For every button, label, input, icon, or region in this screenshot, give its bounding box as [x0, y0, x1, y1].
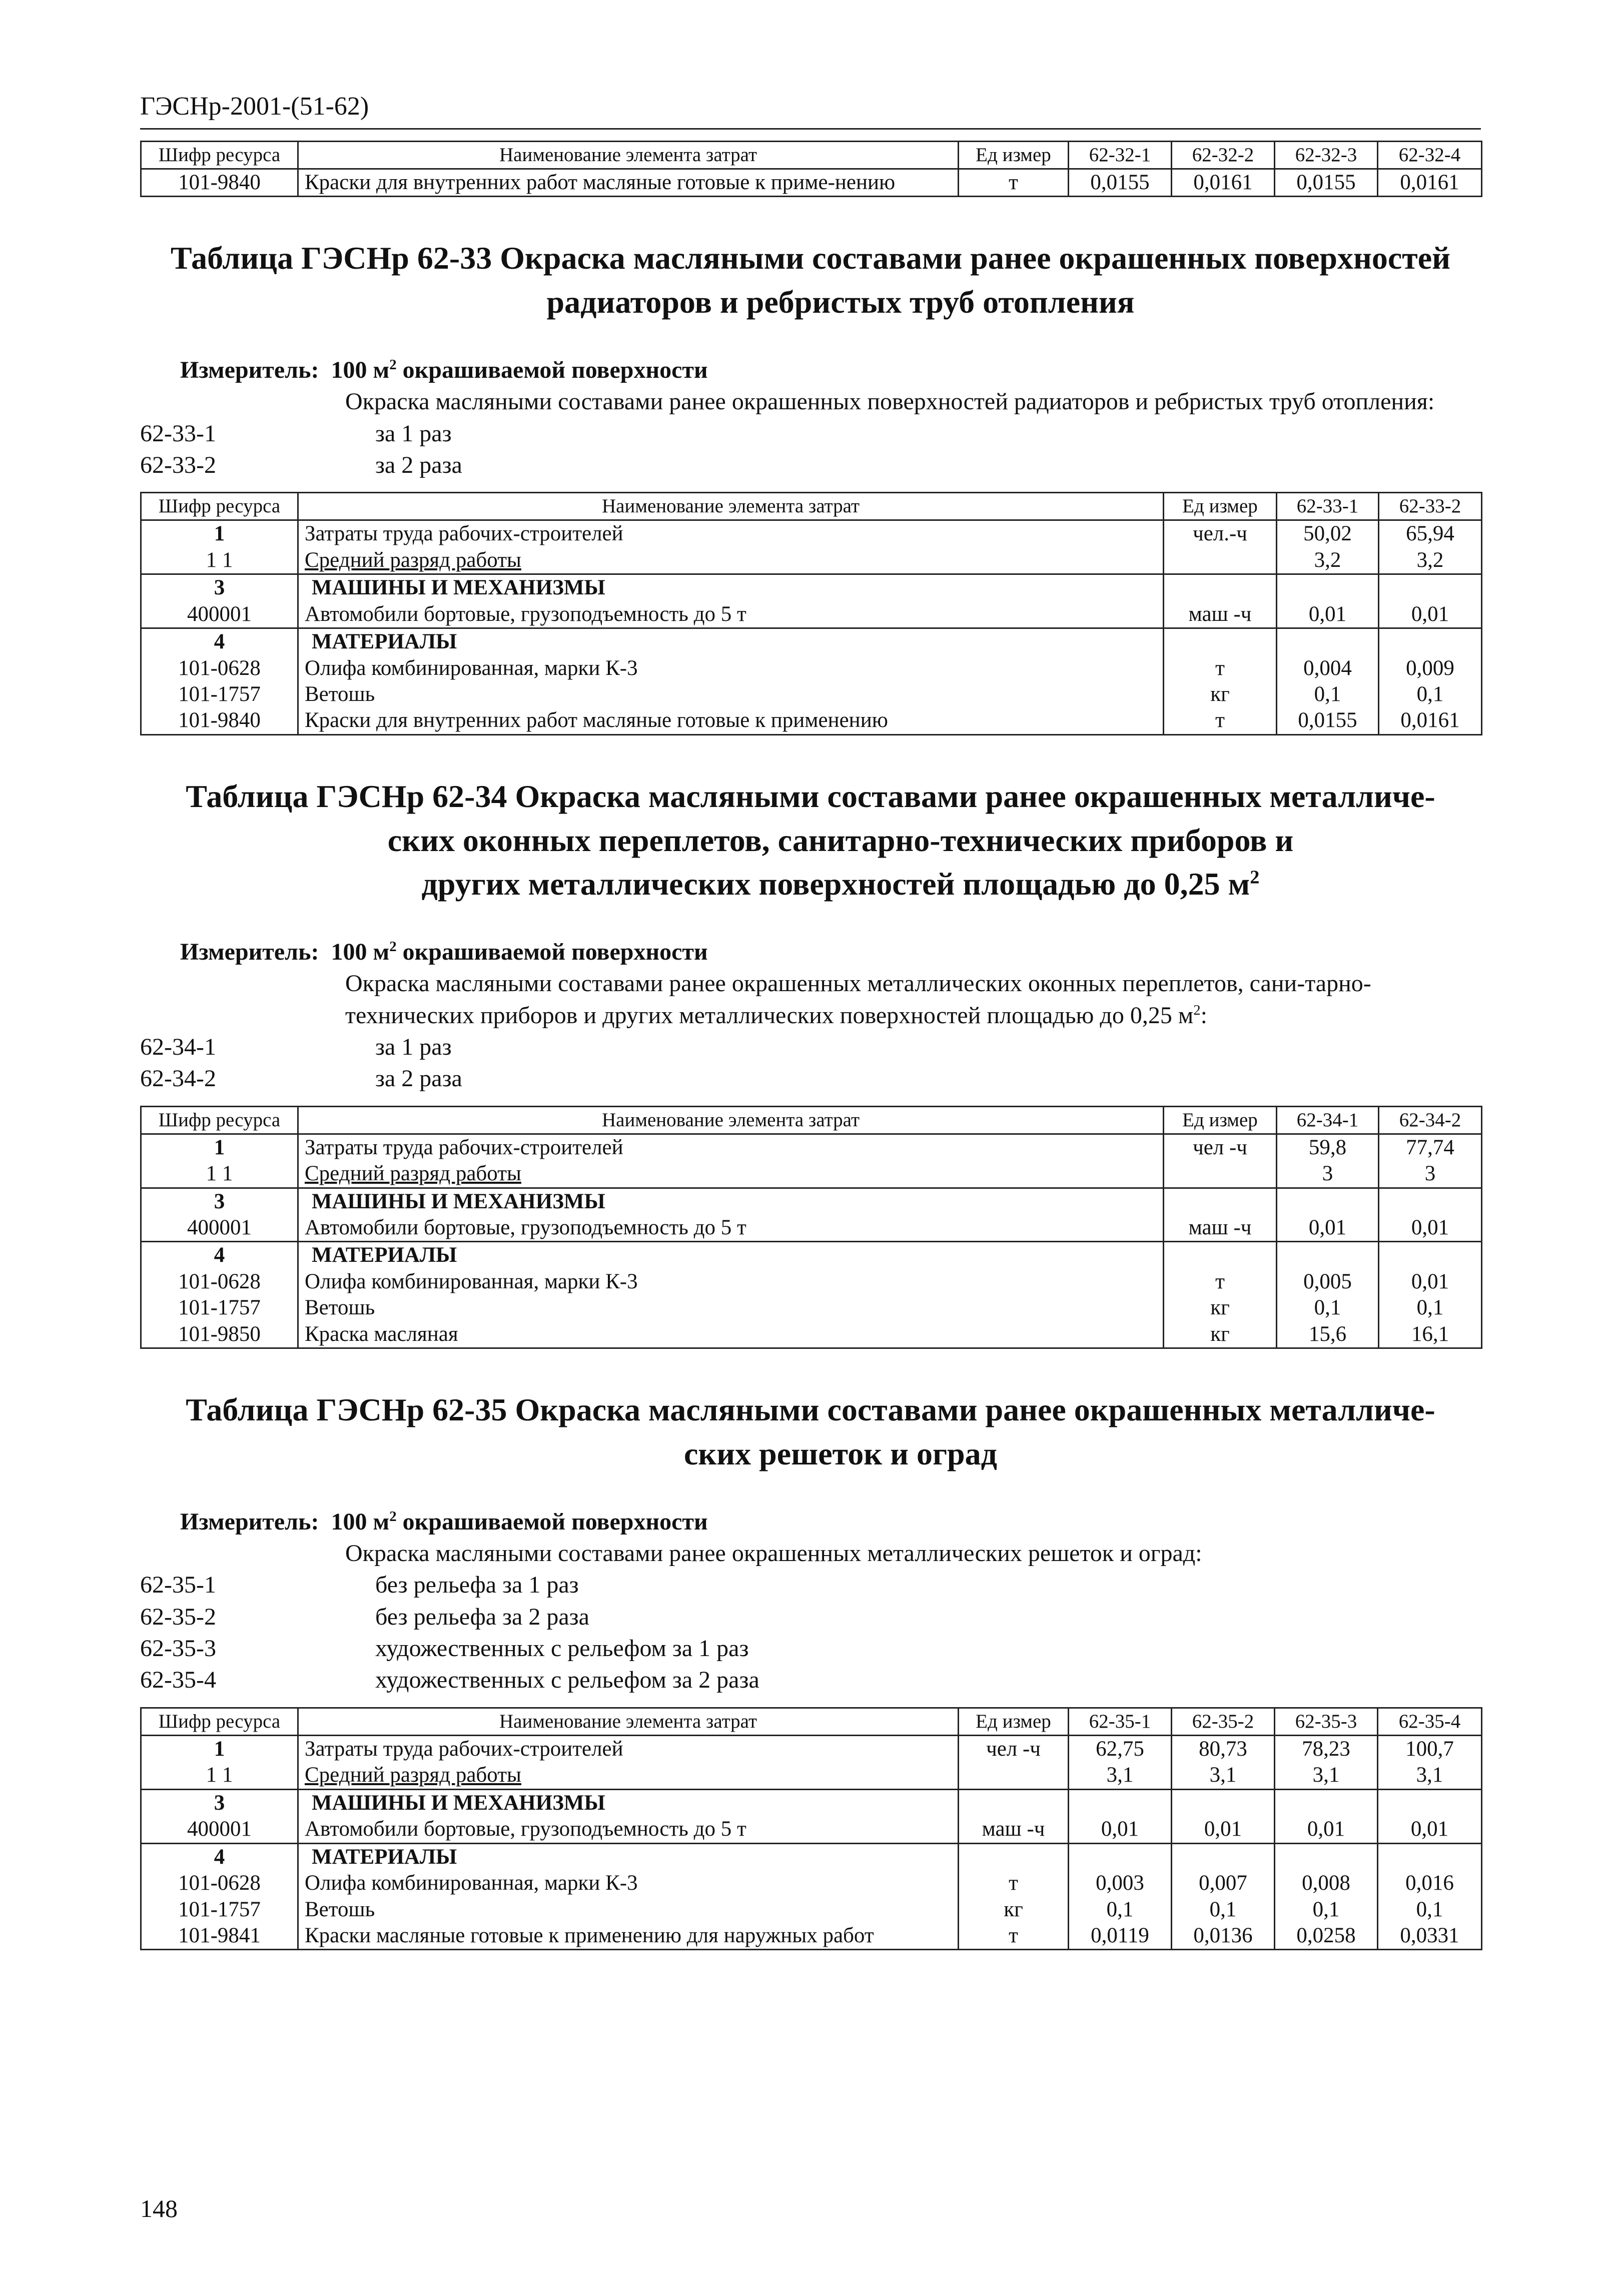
resource-value: [1277, 574, 1379, 601]
resource-name: Средний разряд работы: [298, 1161, 1164, 1188]
group-code: 3: [141, 1188, 298, 1215]
meter-value: 100 м: [331, 1508, 390, 1535]
subitem-code: 62-33-2: [140, 451, 216, 478]
table-header-row: [141, 1106, 1482, 1134]
resource-value: 15,6: [1277, 1321, 1379, 1348]
table-title-62-33: [140, 236, 1481, 324]
subitem-text: без рельефа за 2 раза: [375, 1603, 589, 1630]
table-row: [141, 601, 1482, 628]
resource-value: 0,007: [1172, 1870, 1275, 1896]
resource-code: 1: [141, 1134, 298, 1161]
resource-value: 0,01: [1277, 601, 1379, 628]
resource-unit: [959, 1762, 1069, 1789]
resource-value: 0,0155: [1275, 169, 1378, 197]
table-description: Окраска масляными составами ранее окрашенных металлических решеток и оград:: [345, 1540, 1202, 1567]
group-name: МАТЕРИАЛЫ: [298, 1242, 1164, 1269]
group-code: 4: [141, 1843, 298, 1870]
resource-name: Краски масляные готовые к применению для наружных работ: [298, 1923, 959, 1950]
resource-code: 1: [141, 1735, 298, 1762]
subitem-code: 62-35-1: [140, 1572, 216, 1599]
meter-line: [180, 1506, 1481, 1538]
resource-unit: [1164, 1188, 1277, 1215]
col-header-code: Шифр ресурса: [141, 493, 298, 520]
subitem-code: 62-34-1: [140, 1033, 216, 1060]
resource-value: [1378, 1789, 1482, 1816]
resource-value: 0,0258: [1275, 1923, 1378, 1950]
col-header-value: 62-32-2: [1172, 142, 1275, 169]
subitem: [140, 418, 1481, 449]
description-end: :: [1200, 1002, 1207, 1029]
resource-unit: кг: [959, 1897, 1069, 1923]
resource-name: Ветошь: [298, 1897, 959, 1923]
meter-line: [180, 354, 1481, 386]
group-name: МАШИНЫ И МЕХАНИЗМЫ: [298, 574, 1164, 601]
subitem-text: за 1 раз: [375, 420, 452, 447]
resource-value: 0,01: [1172, 1816, 1275, 1843]
resource-unit: кг: [1164, 681, 1277, 707]
table-header-row: [141, 493, 1482, 520]
subitem-code: 62-35-4: [140, 1667, 216, 1694]
col-header-unit: Ед измер: [959, 1708, 1069, 1735]
table-description: [345, 968, 1481, 1031]
resource-value: 78,23: [1275, 1735, 1378, 1762]
table-row: [141, 1295, 1482, 1321]
table-row: [141, 1735, 1482, 1762]
subitem: [140, 449, 1481, 481]
resource-name: Краски для внутренних работ масляные готовые к приме-нению: [298, 169, 959, 197]
table-62-34: [140, 1106, 1482, 1349]
meter-sup: 2: [389, 938, 397, 955]
subitem-code: 62-33-1: [140, 420, 216, 447]
resource-value: 0,0119: [1069, 1923, 1172, 1950]
resource-value: 65,94: [1379, 520, 1482, 547]
resource-code: 400001: [141, 1215, 298, 1242]
document-page: [140, 85, 1481, 1950]
resource-value: 0,01: [1378, 1816, 1482, 1843]
resource-value: 0,1: [1277, 681, 1379, 707]
resource-value: 0,004: [1277, 655, 1379, 681]
resource-value: 0,1: [1379, 1295, 1482, 1321]
resource-unit: [959, 1789, 1069, 1816]
resource-name: Олифа комбинированная, марки К-3: [298, 655, 1164, 681]
col-header-value: 62-32-1: [1069, 142, 1172, 169]
subitem: [140, 1063, 1481, 1094]
resource-name: Затраты труда рабочих-строителей: [298, 520, 1164, 547]
resource-value: [1277, 1242, 1379, 1269]
resource-value: 3: [1379, 1161, 1482, 1188]
col-header-code: Шифр ресурса: [141, 1708, 298, 1735]
table-row: [141, 1134, 1482, 1161]
col-header-value: 62-32-3: [1275, 142, 1378, 169]
title-line: Таблица ГЭСНр 62-34 Окраска масляными составами ранее окрашенных металличе-: [186, 778, 1435, 814]
resource-name: Ветошь: [298, 681, 1164, 707]
group-code: 3: [141, 574, 298, 601]
resource-value: 3,2: [1379, 547, 1482, 574]
meter-value-suffix: окрашиваемой поверхности: [396, 938, 708, 965]
group-code: 4: [141, 628, 298, 655]
resource-name: Затраты труда рабочих-строителей: [298, 1134, 1164, 1161]
resource-unit: т: [959, 1923, 1069, 1950]
resource-value: 0,0155: [1277, 707, 1379, 734]
meter-value: 100 м: [331, 356, 390, 383]
table-row: [141, 1789, 1482, 1816]
col-header-value: 62-33-1: [1277, 493, 1379, 520]
col-header-code: Шифр ресурса: [141, 1106, 298, 1134]
col-header-code: Шифр ресурса: [141, 142, 298, 169]
table-row: [141, 547, 1482, 574]
resource-unit: [1164, 628, 1277, 655]
resource-code: 1 1: [141, 1161, 298, 1188]
table-header-row: [141, 1708, 1482, 1735]
resource-name: Автомобили бортовые, грузоподъемность до 5 т: [298, 1816, 959, 1843]
title-line: ских оконных переплетов, санитарно-технических приборов и: [387, 822, 1294, 858]
resource-value: 3,1: [1172, 1762, 1275, 1789]
resource-code: 101-1757: [141, 1295, 298, 1321]
table-row: [141, 1762, 1482, 1789]
col-header-value: 62-35-2: [1172, 1708, 1275, 1735]
subitem-text: за 2 раза: [375, 1065, 462, 1092]
group-code: 4: [141, 1242, 298, 1269]
resource-value: 3: [1277, 1161, 1379, 1188]
table-row: [141, 1188, 1482, 1215]
resource-value: [1172, 1843, 1275, 1870]
col-header-unit: Ед измер: [1164, 1106, 1277, 1134]
col-header-value: 62-32-4: [1378, 142, 1482, 169]
resource-value: 77,74: [1379, 1134, 1482, 1161]
subitem-text: без рельефа за 1 раз: [375, 1572, 579, 1599]
table-62-33: [140, 492, 1482, 735]
resource-code: 101-9850: [141, 1321, 298, 1348]
title-sup: 2: [1250, 867, 1260, 888]
meter-label: Измеритель:: [180, 938, 319, 965]
resource-code: 101-9840: [141, 707, 298, 734]
resource-value: 3,2: [1277, 547, 1379, 574]
resource-code: 101-1757: [141, 1897, 298, 1923]
resource-value: 0,01: [1379, 601, 1482, 628]
resource-value: [1172, 1789, 1275, 1816]
resource-value: 0,003: [1069, 1870, 1172, 1896]
resource-value: [1379, 1188, 1482, 1215]
resource-unit: [1164, 574, 1277, 601]
col-header-value: 62-35-4: [1378, 1708, 1482, 1735]
resource-code: 101-0628: [141, 1269, 298, 1295]
description-sup: 2: [1193, 1002, 1201, 1018]
resource-code: 101-9841: [141, 1923, 298, 1950]
resource-value: 0,0136: [1172, 1923, 1275, 1950]
meter-value: 100 м: [331, 938, 390, 965]
group-name: МАШИНЫ И МЕХАНИЗМЫ: [298, 1789, 959, 1816]
title-line: ских решеток и оград: [684, 1435, 997, 1471]
resource-name: Краска масляная: [298, 1321, 1164, 1348]
col-header-value: 62-35-1: [1069, 1708, 1172, 1735]
resource-value: 0,0331: [1378, 1923, 1482, 1950]
resource-code: 101-0628: [141, 655, 298, 681]
col-header-value: 62-34-1: [1277, 1106, 1379, 1134]
resource-unit: т: [1164, 707, 1277, 734]
col-header-name: Наименование элемента затрат: [298, 493, 1164, 520]
resource-name: Краски для внутренних работ масляные готовые к применению: [298, 707, 1164, 734]
resource-name: Затраты труда рабочих-строителей: [298, 1735, 959, 1762]
subitem-text: художественных с рельефом за 2 раза: [375, 1667, 759, 1694]
resource-value: [1277, 1188, 1379, 1215]
resource-unit: кг: [1164, 1295, 1277, 1321]
resource-code: 1 1: [141, 547, 298, 574]
subitem-text: художественных с рельефом за 1 раз: [375, 1635, 749, 1662]
table-row: [141, 1843, 1482, 1870]
table-title-62-35: [140, 1388, 1481, 1475]
resource-name: Олифа комбинированная, марки К-3: [298, 1269, 1164, 1295]
resource-value: 62,75: [1069, 1735, 1172, 1762]
table-row: [141, 655, 1482, 681]
resource-value: 0,01: [1379, 1269, 1482, 1295]
resource-value: 0,016: [1378, 1870, 1482, 1896]
running-head: ГЭСНр-2001-(51-62): [140, 85, 1481, 130]
resource-value: 0,1: [1378, 1897, 1482, 1923]
resource-unit: маш -ч: [959, 1816, 1069, 1843]
resource-unit: [959, 1843, 1069, 1870]
resource-unit: маш -ч: [1164, 1215, 1277, 1242]
subitem: [140, 1633, 1481, 1664]
resource-code: 400001: [141, 1816, 298, 1843]
resource-name: Автомобили бортовые, грузоподъемность до 5 т: [298, 1215, 1164, 1242]
resource-value: [1275, 1789, 1378, 1816]
resource-value: 0,01: [1275, 1816, 1378, 1843]
resource-name: Средний разряд работы: [298, 1762, 959, 1789]
subitem-code: 62-34-2: [140, 1065, 216, 1092]
resource-name: Олифа комбинированная, марки К-3: [298, 1870, 959, 1896]
resource-unit: чел -ч: [1164, 1134, 1277, 1161]
resource-value: 0,008: [1275, 1870, 1378, 1896]
resource-code: 400001: [141, 601, 298, 628]
resource-value: 50,02: [1277, 520, 1379, 547]
resource-unit: маш -ч: [1164, 601, 1277, 628]
resource-name: Средний разряд работы: [298, 547, 1164, 574]
subitem-text: за 1 раз: [375, 1033, 452, 1060]
group-name: МАШИНЫ И МЕХАНИЗМЫ: [298, 1188, 1164, 1215]
resource-value: 0,1: [1379, 681, 1482, 707]
resource-value: [1069, 1789, 1172, 1816]
resource-value: [1379, 1242, 1482, 1269]
table-row: [141, 574, 1482, 601]
table-row: [141, 1816, 1482, 1843]
subitem: [140, 1569, 1481, 1601]
title-line: других металлических поверхностей площадью до 0,25 м: [421, 866, 1250, 902]
group-name: МАТЕРИАЛЫ: [298, 628, 1164, 655]
resource-unit: кг: [1164, 1321, 1277, 1348]
resource-value: 0,0161: [1172, 169, 1275, 197]
meter-sup: 2: [389, 356, 397, 373]
resource-value: 0,1: [1172, 1897, 1275, 1923]
resource-unit: чел.-ч: [1164, 520, 1277, 547]
resource-value: 80,73: [1172, 1735, 1275, 1762]
title-line: Таблица ГЭСНр 62-33 Окраска масляными составами ранее окрашенных поверхностей: [171, 240, 1450, 276]
subitem-text: за 2 раза: [375, 451, 462, 478]
page-number: 148: [140, 2194, 178, 2222]
table-row: [141, 681, 1482, 707]
resource-value: 100,7: [1378, 1735, 1482, 1762]
table-row: [141, 1897, 1482, 1923]
resource-value: 0,1: [1069, 1897, 1172, 1923]
resource-code: 101-1757: [141, 681, 298, 707]
table-row: [141, 169, 1482, 197]
resource-value: 0,005: [1277, 1269, 1379, 1295]
table-62-35: [140, 1707, 1482, 1951]
resource-value: [1379, 628, 1482, 655]
resource-value: 59,8: [1277, 1134, 1379, 1161]
resource-unit: т: [959, 1870, 1069, 1896]
meter-label: Измеритель:: [180, 1508, 319, 1535]
col-header-name: Наименование элемента затрат: [298, 142, 959, 169]
col-header-unit: Ед измер: [1164, 493, 1277, 520]
table-row: [141, 1923, 1482, 1950]
col-header-name: Наименование элемента затрат: [298, 1106, 1164, 1134]
resource-value: [1378, 1843, 1482, 1870]
resource-value: 0,0161: [1379, 707, 1482, 734]
group-code: 3: [141, 1789, 298, 1816]
resource-value: 0,01: [1379, 1215, 1482, 1242]
resource-value: 3,1: [1275, 1762, 1378, 1789]
subitem: [140, 1601, 1481, 1633]
resource-value: 3,1: [1069, 1762, 1172, 1789]
resource-value: [1277, 628, 1379, 655]
group-name: МАТЕРИАЛЫ: [298, 1843, 959, 1870]
meter-value-suffix: окрашиваемой поверхности: [396, 1508, 708, 1535]
table-row: [141, 520, 1482, 547]
meter-line: [180, 936, 1481, 968]
table-description: Окраска масляными составами ранее окрашенных поверхностей радиаторов и ребристых труб отопления:: [345, 388, 1435, 415]
resource-name: Автомобили бортовые, грузоподъемность до 5 т: [298, 601, 1164, 628]
resource-unit: т: [1164, 1269, 1277, 1295]
table-row: [141, 1870, 1482, 1896]
col-header-value: 62-35-3: [1275, 1708, 1378, 1735]
col-header-name: Наименование элемента затрат: [298, 1708, 959, 1735]
resource-unit: [1164, 1161, 1277, 1188]
title-line: радиаторов и ребристых труб отопления: [546, 284, 1135, 320]
subitem: [140, 1664, 1481, 1696]
resource-value: 0,01: [1277, 1215, 1379, 1242]
table-title-62-34: [140, 775, 1481, 906]
table-row: [141, 1161, 1482, 1188]
table-row: [141, 1269, 1482, 1295]
resource-value: 3,1: [1378, 1762, 1482, 1789]
resource-code: 101-0628: [141, 1870, 298, 1896]
table-header-row: [141, 142, 1482, 169]
resource-value: [1379, 574, 1482, 601]
description-text: Окраска масляными составами ранее окрашенных металлических оконных переплетов, сани-тарно-технических приборов и других металлических поверхностей площадью до 0,25 м: [345, 970, 1371, 1029]
meter-label: Измеритель:: [180, 356, 319, 383]
resource-value: 16,1: [1379, 1321, 1482, 1348]
subitem: [140, 1031, 1481, 1063]
col-header-value: 62-33-2: [1379, 493, 1482, 520]
resource-unit: чел -ч: [959, 1735, 1069, 1762]
resource-value: 0,1: [1275, 1897, 1378, 1923]
subitem-code: 62-35-2: [140, 1603, 216, 1630]
resource-unit: [1164, 547, 1277, 574]
resource-value: 0,0155: [1069, 169, 1172, 197]
table-row: [141, 1242, 1482, 1269]
title-line: Таблица ГЭСНр 62-35 Окраска масляными составами ранее окрашенных металличе-: [186, 1392, 1435, 1428]
resource-unit: т: [959, 169, 1069, 197]
meter-value-suffix: окрашиваемой поверхности: [396, 356, 708, 383]
resource-value: 0,009: [1379, 655, 1482, 681]
table-row: [141, 628, 1482, 655]
table-row: [141, 1321, 1482, 1348]
resource-value: [1069, 1843, 1172, 1870]
resource-code: 1: [141, 520, 298, 547]
subitem-code: 62-35-3: [140, 1635, 216, 1662]
resource-value: [1275, 1843, 1378, 1870]
resource-code: 101-9840: [141, 169, 298, 197]
table-62-32-continuation: [140, 141, 1482, 197]
resource-unit: т: [1164, 655, 1277, 681]
table-row: [141, 1215, 1482, 1242]
resource-name: Ветошь: [298, 1295, 1164, 1321]
table-row: [141, 707, 1482, 734]
resource-code: 1 1: [141, 1762, 298, 1789]
resource-value: 0,1: [1277, 1295, 1379, 1321]
col-header-unit: Ед измер: [959, 142, 1069, 169]
resource-value: 0,0161: [1378, 169, 1482, 197]
resource-unit: [1164, 1242, 1277, 1269]
resource-value: 0,01: [1069, 1816, 1172, 1843]
col-header-value: 62-34-2: [1379, 1106, 1482, 1134]
meter-sup: 2: [389, 1508, 397, 1524]
